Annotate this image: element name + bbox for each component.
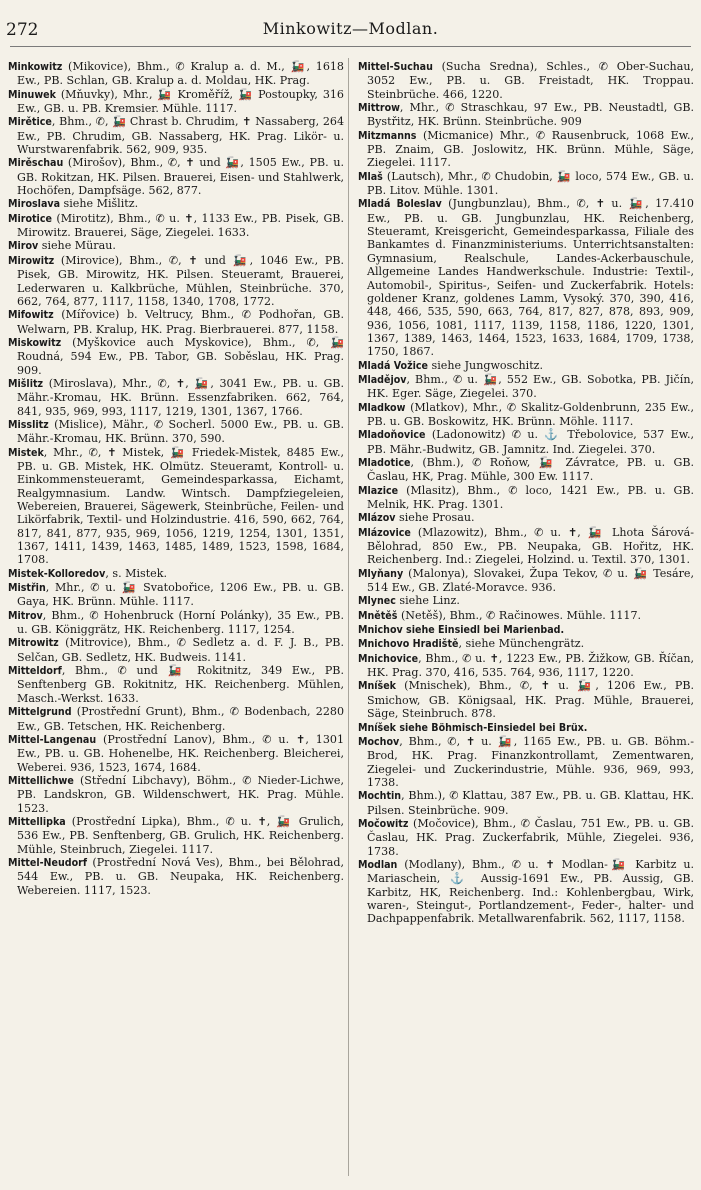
entry-headword: Mirov	[8, 240, 39, 253]
gazetteer-entry	[358, 817, 694, 858]
gazetteer-entry	[8, 197, 344, 211]
entry-text: (Micmanice) Mhr., ✆ Rausenbruck, 1068 Ew., PB. Znaim, GB. Joslowitz, HK. Brünn. Mühle, Säge, Ziegelei. 1117.	[367, 128, 694, 170]
gazetteer-entry	[358, 735, 694, 789]
entry-headword: Mistek	[8, 446, 44, 459]
gazetteer-entry	[358, 609, 694, 623]
entry-headword: Mlázov	[358, 512, 396, 525]
entry-headword: Mittel-Langenau	[8, 733, 97, 746]
entry-text: , Bhm., ✆ u. 🚂, 552 Ew., GB. Sobotka, PB. Jičín, HK. Eger. Säge, Ziegelei. 370.	[367, 372, 694, 401]
gazetteer-entry	[358, 623, 694, 637]
entry-headword: Mnětěš	[358, 609, 398, 622]
entry-text: (Prostřední Lanov), Bhm., ✆ u. ✝, 1301 Ew., PB. u. GB. Hohenelbe, HK. Reichenberg. Bleicherei, Weberei. 936, 1523, 1674, 1684.	[17, 732, 344, 774]
entry-headword: Mirětice	[8, 116, 52, 129]
gazetteer-entry	[8, 254, 344, 308]
gazetteer-entry	[358, 637, 694, 651]
entry-headword: Mitrowitz	[8, 637, 59, 650]
gazetteer-entry	[8, 239, 344, 253]
page-header	[0, 0, 701, 52]
entry-headword: Mlaš	[358, 170, 383, 183]
entry-headword: Mittellichwe	[8, 774, 74, 787]
entry-text: (Mlazowitz), Bhm., ✆ u. ✝, 🚂 Lhota Šárová-Bělohrad, 850 Ew., PB. Neupaka, GB. Hořitz, HK. Reichenberg. Ind.: Ziegelei, Holzind. u. Textil. 370, 1301.	[367, 525, 694, 567]
entry-text: , Mhr., ✆, ✝ Mistek, 🚂 Friedek-Mistek, 8485 Ew., PB. u. GB. Mistek, HK. Olmütz. Steueramt, Kontroll- u. Einkommensteueramt, Gemeindesparkassa, Eichamt, Realgymnasium. Landw. Wintsch. Dampfziegeleien, Webereien, Brauerei, Sägewerk, Steinbrüche, Feilen- und Likörfabrik, Textil- und Holzindustrie. 416, 590, 662, 764, 817, 841, 877, 935, 969, 1056, 1219, 1254, 1301, 1351, 1367, 1411, 1439, 1463, 1485, 1489, 1523, 1598, 1684, 1708.	[17, 445, 344, 567]
gazetteer-entry	[358, 789, 694, 817]
gazetteer-entry	[8, 815, 344, 856]
entry-text: (Mňuvky), Mhr., 🚂 Kroměříž, 🚂 Postoupky, 316 Ew., GB. u. PB. Kremsier. Mühle. 1117.	[17, 87, 344, 116]
gazetteer-entry	[358, 197, 694, 358]
entry-headword: Mittelgrund	[8, 706, 72, 719]
gazetteer-entry	[8, 377, 344, 418]
entry-text: , Mhr., ✆ Straschkau, 97 Ew., PB. Neustadtl, GB. Bystřitz, HK. Brünn. Steinbrüche. 909	[367, 101, 694, 129]
entry-headword: Mitteldorf	[8, 665, 62, 678]
entry-headword: Mníšek	[358, 680, 397, 693]
entry-text: siehe Mürau.	[38, 239, 116, 253]
entry-text: , Bhm., ✆ Hohenbruck (Horní Polánky), 35 Ew., PB. u. GB. Königgrätz, HK. Reichenberg. 1117, 1254.	[17, 608, 344, 637]
gazetteer-entry	[358, 373, 694, 401]
entry-text: (Prostřední Nová Ves), Bhm., bei Bělohrad, 544 Ew., PB. u. GB. Neupaka, HK. Reichenberg. Webereien. 1117, 1523.	[17, 855, 344, 897]
entry-text: , s. Mistek.	[105, 566, 167, 580]
gazetteer-entry	[8, 664, 344, 705]
gazetteer-entry	[358, 484, 694, 512]
gazetteer-entry	[8, 774, 344, 815]
entry-headword: Mladoňovice	[358, 429, 426, 442]
gazetteer-entry	[358, 594, 694, 608]
gazetteer-entry	[8, 446, 344, 567]
gazetteer-entry	[358, 170, 694, 198]
entry-headword: Mitzmanns	[358, 129, 417, 142]
gazetteer-entry	[358, 456, 694, 484]
gazetteer-entry	[358, 129, 694, 170]
gazetteer-entry	[8, 308, 344, 336]
header-rule	[10, 46, 691, 47]
entry-text: (Netěš), Bhm., ✆ Račinowes. Mühle. 1117.	[397, 608, 642, 622]
entry-headword: Mittellipka	[8, 815, 66, 828]
entry-headword: Mittel-Neudorf	[8, 856, 87, 869]
gazetteer-entry	[8, 581, 344, 609]
entry-text: , Bhm., ✆, 🚂 Chrast b. Chrudim, ✝ Nassaberg, 264 Ew., PB. Chrudim, GB. Nassaberg, HK. Prag. Likör- u. Wurstwarenfabrik. 562, 909, 935.	[17, 115, 344, 157]
entry-headword: Mittrow	[358, 102, 400, 115]
gazetteer-entry	[358, 652, 694, 680]
gazetteer-entry	[8, 115, 344, 156]
entry-headword: Mladějov	[358, 373, 407, 386]
entry-headword: Mochov	[358, 735, 400, 748]
page-number: 272	[6, 20, 39, 40]
entry-headword: Mlyňany	[358, 567, 404, 580]
entry-text: (Mířovice) b. Veltrucy, Bhm., ✆ Podhořan, GB. Welwarn, PB. Kralup, HK. Prag. Bierbrauerei. 877, 1158.	[17, 308, 344, 336]
entry-headword: Miroslava	[8, 198, 61, 211]
entry-headword: Mladkow	[358, 401, 406, 414]
running-head: Minkowitz—Modlan.	[262, 19, 439, 38]
entry-text: , Bhm.), ✆ Klattau, 387 Ew., PB. u. GB. Klattau, HK. Pilsen. Steinbrüche. 909.	[367, 789, 694, 817]
entry-headword: Mirotice	[8, 212, 52, 225]
gazetteer-entry	[8, 733, 344, 774]
entry-text: (Jungbunzlau), Bhm., ✆, ✝ u. 🚂, 17.410 Ew., PB. u. GB. Jungbunzlau, HK. Reichenberg, Steueramt, Kreisgericht, Gemeindesparkassa, Filiale des Bankamtes d. Finanzministeriums. Unterrichtsanstalten: Gymnasium, Realschule, Landes-Ackerbauschule, Allgemeine Landes Handwerkschule. Industrie: Textil-, Automobil-, Spiritus-, Seifen- und Zuckerfabrik. Hotels: goldener Kranz, goldenes Lamm, Vysoký. 370, 390, 416, 448, 466, 535, 590, 663, 764, 817, 827, 878, 893, 909, 936, 1056, 1081, 1117, 1139, 1158, 1186, 1220, 1301, 1367, 1389, 1463, 1464, 1523, 1633, 1684, 1709, 1738, 1750, 1867.	[367, 197, 694, 359]
entry-headword: Mladá Vožice	[358, 359, 429, 372]
entry-headword: Mladotice	[358, 456, 411, 469]
entry-text: , (Bhm.), ✆ Roňow, 🚂 Závratce, PB. u. GB. Časlau, HK, Prag. Mühle, 300 Ew. 1117.	[367, 455, 694, 484]
entry-headword: Močowitz	[358, 817, 409, 830]
entry-text: (Mlatkov), Mhr., ✆ Skalitz-Goldenbrunn, 235 Ew., PB. u. GB. Boskowitz, HK. Brünn. Möhle. 1117.	[367, 400, 694, 428]
entry-headword: Mnichovo Hradiště	[358, 638, 459, 651]
entry-text: , Bhm., ✆, ✝ u. 🚂, 1165 Ew., PB. u. GB. Böhm.-Brod, HK. Prag. Finanzkontrollamt, Zementwaren, Ziegelei- und Zuckerindustrie, Mühle. 936, 969, 993, 1738.	[367, 734, 694, 789]
entry-headword: Mlynec	[358, 595, 396, 608]
entry-text: , Bhm., ✆ und 🚂 Rokitnitz, 349 Ew., PB. Senftenberg GB. Rokitnitz, HK. Reichenberg. Mühlen, Masch.-Werkst. 1633.	[17, 664, 344, 705]
entry-headword: Minkowitz	[8, 61, 63, 73]
gazetteer-entry	[8, 636, 344, 664]
entry-text: (Mirošov), Bhm., ✆, ✝ und 🚂, 1505 Ew., PB. u. GB. Rokitzan, HK. Pilsen. Brauerei, Eisen- und Stahlwerk, Hochöfen, Dampfsäge. 562, 877.	[17, 156, 344, 198]
gazetteer-entry	[358, 721, 694, 735]
entry-text: (Mitrovice), Bhm., ✆ Sedletz a. d. F. J. B., PB. Selčan, GB. Sedletz, HK. Budweis. 1141.	[17, 636, 344, 664]
entry-headword: Minuwek	[8, 88, 56, 101]
gazetteer-entry	[8, 856, 344, 897]
gazetteer-entry	[8, 88, 344, 116]
entry-text: siehe Mišlitz.	[60, 197, 139, 211]
gazetteer-entry	[8, 212, 344, 240]
entry-text: (Mnischek), Bhm., ✆, ✝ u. 🚂, 1206 Ew., PB. Smichow, GB. Königsaal, HK. Prag. Mühle, Brauerei, Säge, Steinbruch. 878.	[367, 679, 694, 721]
entry-text: (Sucha Sredna), Schles., ✆ Ober-Suchau, 3052 Ew., PB. u. GB. Freistadt, HK. Troppau. Steinbrüche. 466, 1220.	[367, 60, 694, 101]
gazetteer-entry	[358, 428, 694, 456]
entry-text: (Mlasitz), Bhm., ✆ loco, 1421 Ew., PB. u. GB. Melnik, HK. Prag. 1301.	[367, 483, 694, 511]
entry-headword: Mišlitz	[8, 377, 44, 390]
entry-text: (Modlany), Bhm., ✆ u. ✝ Modlan-🚂 Karbitz u. Mariaschein, ⚓ Aussig-1691 Ew., PB. Aussig, GB. Karbitz, HK, Reichenberg. Ind.: Kohlenbergbau, Wirk, waren-, Steingut-, Portlandzement-, Feder-, halter- und Dachpappenfabrik. Metallwarenfabrik. 562, 1117, 1158.	[367, 857, 694, 926]
entry-text: (Prostřední Grunt), Bhm., ✆ Bodenbach, 2280 Ew., GB. Tetschen, HK. Reichenberg.	[17, 705, 344, 733]
entry-text: (Malonya), Slovakei, Župa Tekov, ✆ u. 🚂 Tesáre, 514 Ew., GB. Zlaté-Moravce. 936.	[367, 566, 694, 595]
gazetteer-entry	[358, 401, 694, 429]
entry-text: siehe Jungwoschitz.	[428, 358, 544, 372]
entry-text: (Lautsch), Mhr., ✆ Chudobin, 🚂 loco, 574 Ew., GB. u. PB. Litov. Mühle. 1301.	[367, 169, 694, 198]
entry-headword: Mistřin	[8, 582, 46, 595]
entry-text: (Ladonowitz) ✆ u. ⚓ Třebolovice, 537 Ew., PB. Mähr.-Budwitz, GB. Jamnitz. Ind. Ziegelei. 370.	[367, 428, 694, 456]
entry-text: , Mhr., ✆ u. 🚂 Svatobořice, 1206 Ew., PB. u. GB. Gaya, HK. Brünn. Mühle. 1117.	[17, 581, 344, 609]
entry-text: siehe Linz.	[395, 594, 460, 608]
entry-headword: Modlan	[358, 858, 398, 871]
gazetteer-entry	[8, 609, 344, 637]
entry-headword: Mníšek siehe Böhmisch-Einsiedel bei Brüx.	[358, 721, 588, 734]
entry-text: (Mirotitz), Bhm., ✆ u. ✝, 1133 Ew., PB. Pisek, GB. Mirowitz. Brauerei, Säge, Ziegelei. 1633.	[17, 211, 344, 240]
gazetteer-entry	[358, 679, 694, 720]
entry-text: (Močovice), Bhm., ✆ Časlau, 751 Ew., PB. u. GB. Časlau, HK. Prag. Zuckerfabrik, Mühle, Ziegelei. 936, 1738.	[367, 816, 694, 858]
gazetteer-entry	[8, 567, 344, 581]
gazetteer-entry	[358, 359, 694, 373]
gazetteer-entry	[358, 567, 694, 595]
entry-text: siehe Prosau.	[395, 511, 475, 525]
entry-text: , siehe Münchengrätz.	[458, 637, 585, 651]
gazetteer-entry	[358, 526, 694, 567]
column-divider	[348, 58, 349, 1176]
entry-text: (Mirovice), Bhm., ✆, ✝ und 🚂, 1046 Ew., PB. Pisek, GB. Mirowitz, HK. Pilsen. Steueramt, Brauerei, Lederwaren u. Kalkbrüche, Mühlen, Steinbrüche. 370, 662, 764, 877, 1117, 1158, 1340, 1708, 1772.	[17, 253, 344, 308]
gazetteer-entry	[358, 101, 694, 129]
gazetteer-entry	[8, 156, 344, 197]
entry-text: (Prostřední Lipka), Bhm., ✆ u. ✝, 🚂 Grulich, 536 Ew., PB. Senftenberg, GB. Grulich, HK. Reichenberg. Mühle, Steinbruch, Ziegelei. 1117.	[17, 814, 344, 856]
entry-headword: Mladá Boleslav	[358, 198, 442, 211]
gazetteer-entry	[8, 336, 344, 377]
entry-text: (Miroslava), Mhr., ✆, ✝, 🚂, 3041 Ew., PB. u. GB. Mähr.-Kromau, HK. Brünn. Essenzfabriken. 662, 764, 841, 935, 969, 993, 1117, 1219, 1301, 1367, 1766.	[17, 376, 344, 418]
right-column	[358, 60, 694, 1180]
entry-text: (Mikovice), Bhm., ✆ Kralup a. d. M., 🚂, 1618 Ew., PB. Schlan, GB. Kralup a. d. Moldau, HK. Prag.	[17, 60, 344, 88]
entry-headword: Mittel-Suchau	[358, 61, 433, 73]
entry-headword: Misslitz	[8, 418, 49, 431]
gazetteer-entry	[358, 60, 694, 101]
entry-headword: Mochtin	[358, 790, 402, 803]
entry-text: (Mislice), Mähr., ✆ Socherl. 5000 Ew., PB. u. GB. Mähr.-Kromau, HK. Brünn. 370, 590.	[17, 417, 344, 446]
gazetteer-entry	[8, 60, 344, 88]
gazetteer-entry	[8, 418, 344, 446]
entry-headword: Mirowitz	[8, 254, 55, 267]
entry-headword: Miskowitz	[8, 336, 62, 349]
entry-headword: Mitrov	[8, 609, 43, 622]
entry-headword: Mlázovice	[358, 526, 411, 539]
entry-headword: Mnichovice	[358, 652, 419, 665]
entry-text: (Střední Libchavy), Böhm., ✆ Nieder-Lichwe, PB. Landskron, GB. Wildenschwert, HK. Prag. Mühle. 1523.	[17, 773, 344, 815]
gazetteer-entry	[358, 511, 694, 525]
entry-headword: Mirěschau	[8, 157, 64, 170]
entry-text: (Myškovice auch Myskovice), Bhm., ✆, 🚂 Roudná, 594 Ew., PB. Tabor, GB. Soběslau, HK. Prag. 909.	[17, 335, 344, 377]
gazetteer-entry	[8, 705, 344, 733]
entry-headword: Mifowitz	[8, 309, 54, 322]
entry-headword: Mnichov siehe Einsiedl bei Marienbad.	[358, 624, 565, 637]
gazetteer-entry	[358, 858, 694, 926]
entry-headword: Mlazice	[358, 484, 399, 497]
entry-text: , Bhm., ✆ u. ✝, 1223 Ew., PB. Žižkow, GB. Říčan, HK. Prag. 370, 416, 535. 764, 936, 1117, 1220.	[367, 651, 694, 680]
left-column	[8, 60, 344, 1180]
entry-headword: Mistek-Kolloredov	[8, 567, 106, 580]
